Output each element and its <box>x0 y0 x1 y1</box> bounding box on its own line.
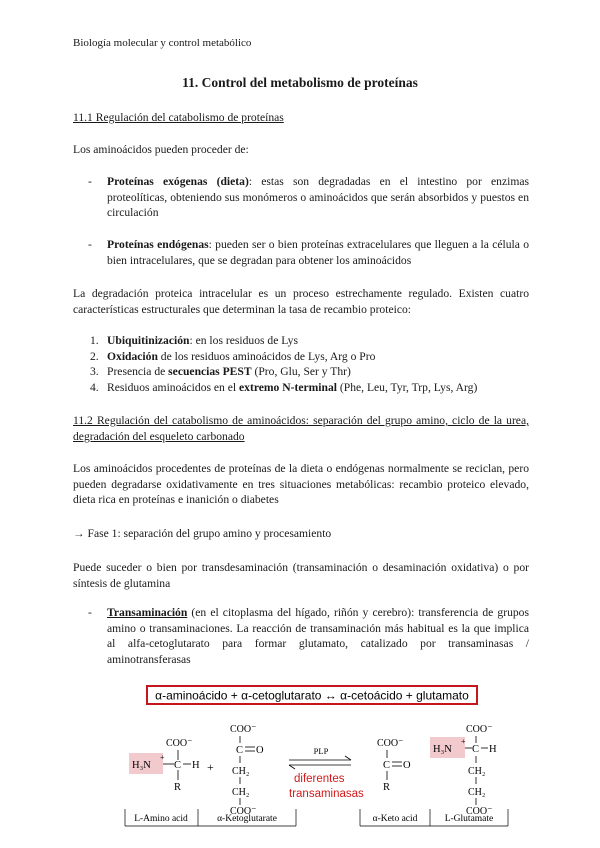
dash-item-bold: Proteínas endógenas <box>107 238 209 251</box>
ch2-label: CH₂ <box>468 787 486 798</box>
coo-label: COO⁻ <box>466 806 493 817</box>
h-label: H <box>489 744 497 755</box>
list-item: 4. Residuos aminoácidos en el extremo N-terminal (Phe, Leu, Tyr, Trp, Lys, Arg) <box>90 380 478 394</box>
compound-label: α-Ketoglutarate <box>217 814 277 824</box>
r-group: R <box>174 782 182 793</box>
list-item: 2. Oxidación de los residuos aminoácidos de Lys, Arg o Pro <box>90 349 376 363</box>
section-heading-11-1: 11.1 Regulación del catabolismo de proteínas <box>73 111 284 124</box>
dash-item: - Proteínas exógenas (dieta): estas son degradadas en el intestino por enzimas proteolíticas, obteniendo sus monómeros o aminoácidos que serán absorbidos y puestos en circulación <box>88 175 529 219</box>
list-item: 1. Ubiquitinización: en los residuos de Lys <box>90 334 298 347</box>
transamination-text: (en el citoplasma del hígado, riñón y cerebro): transferencia de grupos amino o transaminaciones. La reacción de transaminación más habitual es la que implica al alfa-cetoglutarato para formar glutamato, catalizado por transaminasas / aminotransferasas <box>107 606 529 666</box>
degradation-paragraph: La degradación proteica intracelular es un proceso estrechamente regulado. Existen cuatro características estructurales que determinan la tasa de recambio proteico: <box>73 287 529 316</box>
recycling-paragraph: Los aminoácidos procedentes de proteínas de la dieta o endógenas normalmente se reciclan, pero pueden degradarse oxidativamente en tres situaciones metabólicas: recambio proteico elevado, dieta rica en proteínas e inanición o diabetes <box>73 462 529 506</box>
coo-label: COO⁻ <box>230 724 257 735</box>
coo-label: COO⁻ <box>166 738 193 749</box>
compound-label: L-Glutamate <box>444 814 494 824</box>
coo-label: COO⁻ <box>230 806 257 817</box>
dash-item: - Proteínas endógenas: pueden ser o bien proteínas extracelulares que lleguen a la célula o bien intracelulares, que se degradan para obtener los aminoácidos <box>88 238 529 267</box>
oxygen-label: O <box>256 745 264 756</box>
list-item: 3. Presencia de secuencias PEST (Pro, Glu, Ser y Thr) <box>90 365 351 378</box>
dash-item-text: : pueden ser o bien proteínas extracelulares que lleguen a la célula o bien intracelulares, que se degradan para obtener los aminoácidos <box>107 238 529 267</box>
plus-sign: + <box>207 760 214 774</box>
keto-carbon: C <box>236 745 244 756</box>
plus-charge: + <box>160 753 165 762</box>
red-annotation-line2: transaminasas <box>289 788 364 800</box>
section-heading-11-2: 11.2 Regulación del catabolismo de aminoácidos: separación del grupo amino, ciclo de la urea, degradación del esqueleto carbonado <box>73 414 529 443</box>
alpha-carbon: C <box>472 744 480 755</box>
transamination-item: - Transaminación (en el citoplasma del hígado, riñón y cerebro): transferencia de grupos amino o transaminaciones. La reacción de transaminación más habitual es la que implica al alfa-cetoglutarato para formar glutamato, catalizado por transaminasas / aminotransferasas <box>88 606 529 666</box>
h-label: H <box>192 760 200 771</box>
pathway-paragraph: Puede suceder o bien por transdesaminación (transaminación o desaminación oxidativa) o por síntesis de glutamina <box>73 561 529 590</box>
intro-text: Los aminoácidos pueden proceder de: <box>73 143 249 156</box>
compound-label: α-Keto acid <box>372 814 418 824</box>
ch2-label: CH₂ <box>468 766 486 777</box>
red-annotation-line1: diferentes <box>294 773 345 785</box>
h3n-label: H₃N <box>132 760 151 771</box>
keto-carbon: C <box>383 760 391 771</box>
plp-label: PLP <box>313 746 329 756</box>
h3n-label: H₃N <box>433 744 452 755</box>
ch2-label: CH₂ <box>232 787 250 798</box>
coo-label: COO⁻ <box>466 724 493 735</box>
ch2-label: CH₂ <box>232 766 250 777</box>
page-title: 11. Control del metabolismo de proteínas <box>182 75 418 90</box>
transamination-bold: Transaminación <box>107 606 188 619</box>
dash-item-bold: Proteínas exógenas (dieta) <box>107 175 249 188</box>
dash-item-text: : estas son degradadas en el intestino por enzimas proteolíticas, obteniendo sus monómeros o aminoácidos que serán absorbidos y puestos en circulación <box>107 175 529 219</box>
equation-text: α-aminoácido + α-cetoglutarato ↔ α-cetoácido + glutamato <box>155 688 469 703</box>
oxygen-label: O <box>403 760 411 771</box>
running-header: Biología molecular y control metabólico <box>73 37 252 49</box>
compound-label: L-Amino acid <box>134 814 188 824</box>
plus-charge: + <box>461 737 466 746</box>
phase-1-line: → Fase 1: separación del grupo amino y procesamiento <box>73 527 332 540</box>
transamination-figure <box>0 680 600 840</box>
alpha-carbon: C <box>174 760 182 771</box>
numbered-list <box>90 333 530 395</box>
coo-label: COO⁻ <box>377 738 404 749</box>
r-group: R <box>383 782 391 793</box>
